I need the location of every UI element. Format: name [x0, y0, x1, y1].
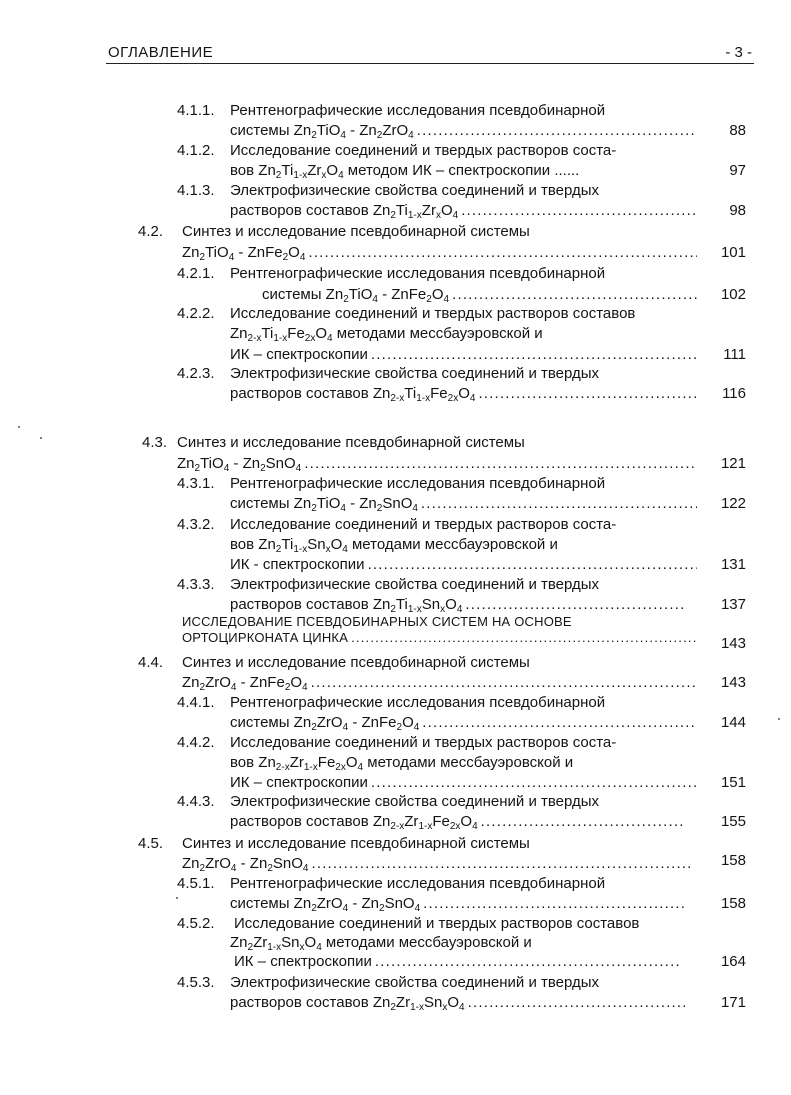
page-ref[interactable]: 155: [720, 813, 746, 830]
entry-title: Исследование соединений и твердых растворов соста-: [230, 516, 617, 533]
section-number: 4.5.1.: [177, 875, 215, 892]
dot-leader: [308, 673, 697, 693]
entry-title: Синтез и исследование псевдобинарной системы: [182, 835, 530, 852]
section-number: 4.2.3.: [177, 365, 215, 382]
section-number: 4.3.1.: [177, 475, 215, 492]
section-number: 4.2.1.: [177, 265, 215, 282]
entry-title: Электрофизические свойства соединений и твердых: [230, 793, 600, 810]
entry-formula: вов $Zn_{2-x}Zr_{1-x}Fe_{2x}O_4$ методами мессбауэровской и: [230, 754, 574, 773]
section-number: 4.4.: [138, 654, 164, 671]
entry-formula: системы $Zn_2ZrO_4 - Zn_2SnO_4$: [230, 895, 421, 914]
entry-title: Электрофизические свойства соединений и твердых: [230, 974, 600, 991]
entry-formula: $Zn_2ZrO_4$ - $ZnFe_2O_4$: [182, 674, 308, 693]
short-leader: ......: [554, 162, 580, 179]
section-number: 4.3.2.: [177, 516, 215, 533]
leader-clip: [230, 894, 685, 914]
entry-title: Синтез и исследование псевдобинарной системы: [182, 654, 530, 671]
dot-leader: [365, 555, 697, 575]
entry-formula: растворов составов $Zn_2Zr_{1-x}Sn_xO_4$: [230, 994, 465, 1013]
entry-title: Рентгенографические исследования псевдобинарной: [230, 475, 606, 492]
entry-formula: системы $Zn_2ZrO_4$ - $ZnFe_2O_4$: [230, 714, 420, 733]
dot-leader: [414, 121, 697, 141]
dot-leader: [418, 494, 697, 514]
toc-title: ОГЛАВЛЕНИЕ: [108, 44, 214, 61]
section-number: 4.5.3.: [177, 974, 215, 991]
page-ref[interactable]: 101: [720, 244, 746, 261]
leader-clip: [262, 285, 697, 305]
scan-speck: [176, 897, 178, 899]
dot-leader: [301, 454, 697, 474]
scan-speck: [40, 437, 42, 439]
entry-title: Электрофизические свойства соединений и твердых: [230, 576, 600, 593]
entry-formula: вов $Zn_2Ti_{1-x}Sn_xO_4$ методами мессбауэровской и: [230, 536, 558, 555]
section-number: 4.4.3.: [177, 793, 215, 810]
page-ref[interactable]: 121: [720, 455, 746, 472]
page-ref[interactable]: 97: [729, 162, 746, 179]
page-ref[interactable]: 116: [722, 385, 746, 402]
entry-formula: растворов составов $Zn_2Ti_{1-x}Zr_xO_4$: [230, 202, 459, 221]
leader-clip: [230, 773, 697, 793]
entry-title: Электрофизические свойства соединений и твердых: [230, 182, 600, 199]
section-number: 4.3.: [142, 434, 168, 451]
entry-formula: системы $Zn_2TiO_4 - Zn_2SnO_4$: [230, 495, 418, 514]
entry-title: Электрофизические свойства соединений и твердых: [230, 365, 600, 382]
part-heading: ОРТОЦИРКОНАТА ЦИНКА: [182, 630, 349, 645]
entry-title: Синтез и исследование псевдобинарной системы: [182, 223, 530, 240]
leader-clip: [230, 812, 685, 832]
entry-formula: $Zn_2Zr_{1-x}Sn_xO_4$ методами мессбауэровской и: [230, 934, 532, 953]
section-number: 4.1.1.: [177, 102, 215, 119]
section-number: 4.4.1.: [177, 694, 215, 711]
entry-formula: $Zn_{2-x}Ti_{1-x}Fe_{2x}O_4$ методами мессбауэровской и: [230, 325, 543, 344]
dot-leader: [458, 201, 697, 221]
entry-title: ИК - спектроскопии: [230, 556, 365, 573]
leader-clip: [182, 628, 697, 648]
section-number: 4.2.2.: [177, 305, 215, 322]
entry-title: ИК – спектроскопии: [230, 774, 368, 791]
page-ref[interactable]: 122: [720, 495, 746, 512]
section-number: 4.1.3.: [177, 182, 215, 199]
page-ref[interactable]: 144: [720, 714, 746, 731]
leader-clip: [182, 243, 697, 263]
leader-clip: [177, 454, 697, 474]
leader-clip: [230, 993, 685, 1013]
entry-title: Рентгенографические исследования псевдобинарной: [230, 265, 606, 282]
page-number: - 3 -: [725, 44, 752, 61]
entry-title: Рентгенографические исследования псевдобинарной: [230, 102, 606, 119]
page-ref[interactable]: 88: [729, 122, 746, 139]
leader-clip: [230, 121, 697, 141]
entry-title: ИК – спектроскопии: [234, 953, 372, 970]
entry-title: ИК – спектроскопии: [230, 346, 368, 363]
leader-clip: [234, 952, 682, 972]
page-ref[interactable]: 164: [720, 953, 746, 970]
dot-leader: [419, 713, 697, 733]
page-ref[interactable]: 143: [720, 674, 746, 691]
entry-title: Синтез и исследование псевдобинарной системы: [177, 434, 525, 451]
dot-leader: [348, 628, 697, 648]
section-number: 4.3.3.: [177, 576, 215, 593]
page-ref[interactable]: 171: [720, 994, 746, 1011]
entry-formula: $Zn_2ZrO_4 - Zn_2SnO_4$: [182, 855, 309, 874]
entry-formula: растворов составов $Zn_{2-x}Zr_{1-x}Fe_{2x}O_4$: [230, 813, 478, 832]
section-number: 4.2.: [138, 223, 164, 240]
entry-title: Рентгенографические исследования псевдобинарной: [230, 875, 606, 892]
entry-formula: вов $Zn_2Ti_{1-x}Zr_xO_4$ методом ИК – спектроскопии ......: [230, 162, 580, 181]
dot-leader: [368, 345, 697, 365]
entry-formula: $Zn_2TiO_4$ - $ZnFe_2O_4$: [182, 244, 306, 263]
entry-title: Рентгенографические исследования псевдобинарной: [230, 694, 606, 711]
entry-title: Исследование соединений и твердых растворов соста-: [230, 734, 617, 751]
dot-leader: [308, 854, 692, 874]
page-ref[interactable]: 131: [720, 556, 746, 573]
entry-title: Исследование соединений и твердых растворов соста-: [230, 142, 617, 159]
entry-formula: растворов составов $Zn_{2-x}Ti_{1-x}Fe_{2x}O_4$: [230, 385, 476, 404]
dot-leader: [449, 285, 697, 305]
leader-clip: [230, 201, 697, 221]
dot-leader: [368, 773, 697, 793]
section-number: 4.5.2.: [177, 915, 215, 932]
entry-formula: $Zn_2TiO_4 - Zn_2SnO_4$: [177, 455, 302, 474]
dot-leader: [478, 812, 685, 832]
dot-leader: [465, 993, 685, 1013]
leader-clip: [182, 673, 697, 693]
section-number: 4.5.: [138, 835, 164, 852]
scan-speck: [18, 426, 20, 428]
leader-clip: [230, 384, 697, 404]
entry-title: Исследование соединений и твердых растворов составов: [234, 915, 640, 932]
dot-leader: [420, 894, 685, 914]
page-ref[interactable]: 102: [720, 286, 746, 303]
page-ref[interactable]: 111: [723, 346, 746, 363]
leader-clip: [230, 555, 697, 575]
page-ref[interactable]: 98: [729, 202, 746, 219]
entry-formula: растворов составов $Zn_2Ti_{1-x}Sn_xO_4$: [230, 596, 463, 615]
entry-formula: системы $Zn_2TiO_4 - Zn_2ZrO_4$: [230, 122, 414, 141]
page-ref[interactable]: 158: [720, 852, 746, 869]
leader-clip: [230, 494, 697, 514]
entry-formula: системы $Zn_2TiO_4$ - $ZnFe_2O_4$: [262, 286, 450, 305]
section-number: 4.4.2.: [177, 734, 215, 751]
page-ref[interactable]: 137: [720, 596, 746, 613]
page-header: [106, 44, 754, 66]
dot-leader: [372, 952, 682, 972]
header-rule: [106, 63, 754, 64]
dot-leader: [305, 243, 697, 263]
leader-clip: [230, 713, 697, 733]
part-heading: ИССЛЕДОВАНИЕ ПСЕВДОБИНАРНЫХ СИСТЕМ НА ОСНОВЕ: [182, 614, 572, 629]
leader-clip: [230, 345, 697, 365]
scan-speck: [778, 718, 780, 720]
leader-clip: [182, 854, 692, 874]
entry-title: Исследование соединений и твердых растворов составов: [230, 305, 636, 322]
page-ref[interactable]: 143: [720, 635, 746, 652]
page-ref[interactable]: 158: [720, 895, 746, 912]
page-ref[interactable]: 151: [720, 774, 746, 791]
section-number: 4.1.2.: [177, 142, 215, 159]
dot-leader: [475, 384, 697, 404]
